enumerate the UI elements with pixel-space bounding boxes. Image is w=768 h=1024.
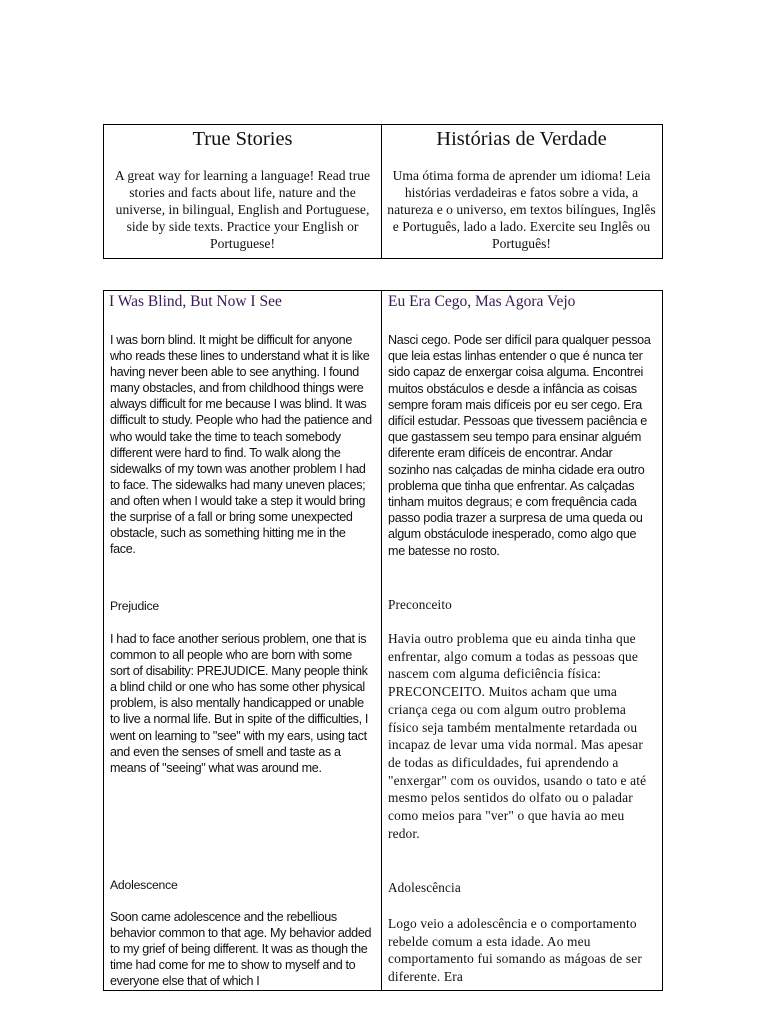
story-portuguese-cell [382,291,661,990]
story-table [103,290,663,991]
story-english-paragraph-1: I was born blind. It might be difficult for anyone who reads these lines to understand what it is like having never been able to see anything. I found many obstacles, and from childhood things were always difficult for me because I was blind. It was difficult to study. People who had the patience and who would take the time to teach somebody different were hard to find. To walk along the sidewalks of my town was another problem I had to face. The sidewalks had many uneven places; and often when I would take a step it would bring the surprise of a fall or bring some unexpected obstacle, such as something hitting me in the face. [110,333,372,557]
intro-english-text: A great way for learning a language! Read true stories and facts about life, nature and the universe, in bilingual, English and Portuguese, side by side texts. Practice your English or Portuguese! [114,168,371,251]
story-english-paragraph-2: I had to face another serious problem, one that is common to all people who are born with some sort of disability: PREJUDICE. Many people think a blind child or one who has some other physical problem, is also mentally handicapped or unable to live a normal life. But in spite of the difficulties, I went on learning to "see" with my ears, using tact and even the senses of smell and taste as a means of "seeing" what was around me. [110,632,369,775]
story-portuguese-paragraph-1: Nasci cego. Pode ser difícil para qualquer pessoa que leia estas linhas entender o que é nunca ter sido capaz de enxergar coisa alguma. Encontrei muitos obstáculos e desde a infância as coisas sempre foram mais difíceis por eu ser cego. Era difícil estudar. Pessoas que tivessem paciência e que gastassem seu tempo para ensinar alguém diferente eram difíceis de encontrar. Andar sozinho nas calçadas de minha cidade era outro problema que tinha que enfrentar. As calçadas tinham muitos degraus; e com frequência cada passo podia trazer a surpresa de uma queda ou algum obstáculode inesperado, como algo que me batesse no rosto. [388,333,651,558]
story-english-paragraph-3: Soon came adolescence and the rebellious behavior common to that age. My behavior added to my grief of being different. It was as though the time had come for me to show to myself and to everyone else that of which I [110,910,372,989]
story-portuguese-heading-adolescencia: Adolescência [388,880,461,895]
intro-portuguese-text: Uma ótima forma de aprender um idioma! Leia histórias verdadeiras e fatos sobre a vida, a natureza e o universo, em textos bilíngues, Inglês e Português, lado a lado. Exercite seu Inglês ou Português! [387,168,656,251]
story-english-title: I Was Blind, But Now I See [109,293,282,310]
story-portuguese-paragraph-2: Havia outro problema que eu ainda tinha que enfrentar, algo comum a todas as pessoas que nascem com alguma deficiência física: PRECONCEITO. Muitos acham que uma criança cega ou com algum outro problema físico seja também mentalmente retardada ou incapaz de levar uma vida normal. Mas apesar de todas as dificuldades, fui aprendendo a "enxergar" com os ouvidos, usando o tato e até mesmo pelos sentidos do olfato ou o paladar como meios para "ver" o que havia ao meu redor. [388,631,647,841]
story-portuguese-title: Eu Era Cego, Mas Agora Vejo [388,293,576,310]
story-portuguese-paragraph-3: Logo veio a adolescência e o comportamento rebelde comum a esta idade. Ao meu comportamento fui somando as mágoas de ser diferente. Era [388,916,642,985]
story-english-cell [104,291,382,990]
intro-table [103,124,663,259]
intro-english-title: True Stories [192,128,293,150]
story-english-heading-adolescence: Adolescence [110,878,178,892]
story-portuguese-heading-preconceito: Preconceito [388,597,452,612]
intro-portuguese-title: Histórias de Verdade [436,128,607,150]
intro-portuguese-cell [382,125,661,258]
story-english-heading-prejudice: Prejudice [110,599,160,613]
intro-english-cell [104,125,382,258]
